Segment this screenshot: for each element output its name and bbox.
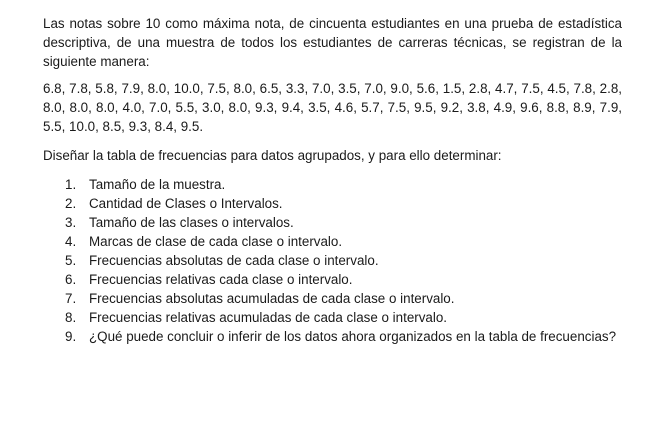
task-item-9 <box>65 327 622 346</box>
task-text: Frecuencias absolutas de cada clase o intervalo. <box>89 253 379 268</box>
task-number: 1. <box>65 177 77 192</box>
task-item-4 <box>65 232 622 251</box>
grades-data-paragraph: 6.8, 7.8, 5.8, 7.9, 8.0, 10.0, 7.5, 8.0, 6.5, 3.3, 7.0, 3.5, 7.0, 9.0, 5.6, 1.5, 2.8, 4.7, 7.5, 4.5, 7.8, 2.8, 8.0, 8.0, 8.0, 4.0, 7.0, 5.5, 3.0, 8.0, 9.3, 9.4, 3.5, 4.6, 5.7, 7.5, 9.5, 9.2, 3.8, 4.9, 9.6, 8.8, 8.9, 7.9, 5.5, 10.0, 8.5, 9.3, 8.4, 9.5. <box>43 81 622 134</box>
intro-paragraph: Las notas sobre 10 como máxima nota, de cincuenta estudiantes en una prueba de estadística descriptiva, de una muestra de todos los estudiantes de carreras técnicas, se registran de la siguiente manera: <box>43 16 622 69</box>
task-list <box>43 175 622 346</box>
task-number: 2. <box>65 196 77 211</box>
task-number: 4. <box>65 234 77 249</box>
task-item-6 <box>65 270 622 289</box>
task-text: Frecuencias relativas cada clase o intervalo. <box>89 272 353 287</box>
task-item-5 <box>65 251 622 270</box>
task-number: 3. <box>65 215 77 230</box>
task-number: 7. <box>65 291 77 306</box>
task-number: 5. <box>65 253 77 268</box>
task-text: ¿Qué puede concluir o inferir de los datos ahora organizados en la tabla de frecuencias? <box>89 329 617 344</box>
task-number: 6. <box>65 272 77 287</box>
task-text: Tamaño de la muestra. <box>89 177 226 192</box>
task-text: Marcas de clase de cada clase o intervalo. <box>89 234 343 249</box>
task-number: 8. <box>65 310 77 325</box>
task-text: Cantidad de Clases o Intervalos. <box>89 196 283 211</box>
task-item-1 <box>65 175 622 194</box>
instruction-paragraph: Diseñar la tabla de frecuencias para datos agrupados, y para ello determinar: <box>43 148 502 163</box>
task-text: Tamaño de las clases o intervalos. <box>89 215 294 230</box>
task-item-2 <box>65 194 622 213</box>
task-item-8 <box>65 308 622 327</box>
task-number: 9. <box>65 329 77 344</box>
task-text: Frecuencias relativas acumuladas de cada clase o intervalo. <box>89 310 448 325</box>
task-text: Frecuencias absolutas acumuladas de cada clase o intervalo. <box>89 291 455 306</box>
task-item-7 <box>65 289 622 308</box>
task-item-3 <box>65 213 622 232</box>
